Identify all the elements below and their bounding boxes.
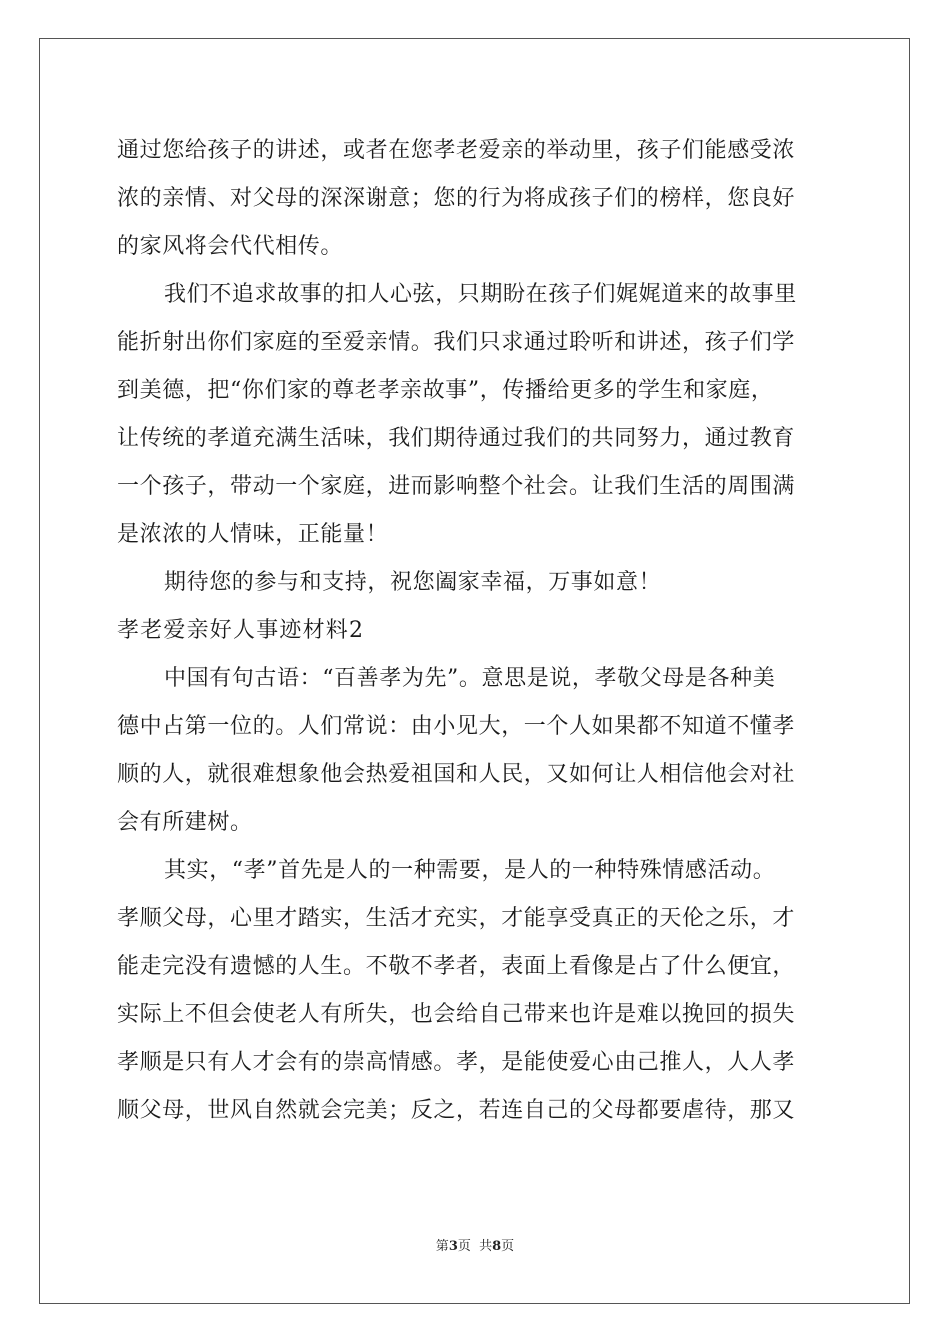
text-line: 顺的人，就很难想象他会热爱祖国和人民，又如何让人相信他会对社 [117, 762, 796, 787]
text-line: 让传统的孝道充满生活味，我们期待通过我们的共同努力，通过教育 [117, 426, 796, 451]
text-line: 顺父母，世风自然就会完美；反之，若连自己的父母都要虐待，那又 [117, 1098, 796, 1123]
text-line: 能折射出你们家庭的至爱亲情。我们只求通过聆听和讲述，孩子们学 [117, 330, 796, 355]
text-line: 的家风将会代代相传。 [117, 234, 344, 259]
text-line: 到美德，把“你们家的尊老孝亲故事”，传播给更多的学生和家庭， [117, 378, 774, 403]
text-line: 一个孩子，带动一个家庭，进而影响整个社会。让我们生活的周围满 [117, 474, 796, 499]
current-page-number: 3 [448, 1239, 458, 1254]
text-line: 是浓浓的人情味，正能量！ [117, 522, 389, 547]
text-line: 实际上不但会使老人有所失，也会给自己带来也许是难以挽回的损失 [117, 1002, 796, 1027]
text-line: 中国有句古语：“百善孝为先”。意思是说，孝敬父母是各种美 [164, 666, 776, 691]
text-line: 期待您的参与和支持，祝您阖家幸福，万事如意！ [164, 570, 662, 595]
page-middle: 页 共 [457, 1239, 493, 1254]
page-suffix: 页 [501, 1239, 515, 1254]
text-line: 会有所建树。 [117, 810, 253, 835]
text-line: 德中占第一位的。人们常说：由小见大，一个人如果都不知道不懂孝 [117, 714, 796, 739]
text-line: 孝顺是只有人才会有的崇高情感。孝，是能使爱心由己推人，人人孝 [117, 1050, 796, 1075]
text-line: 我们不追求故事的扣人心弦，只期盼在孩子们娓娓道来的故事里 [164, 282, 797, 307]
section-heading: 孝老爱亲好人事迹材料2 [117, 618, 365, 643]
total-page-number: 8 [492, 1239, 502, 1254]
text-line: 能走完没有遗憾的人生。不敬不孝者，表面上看像是占了什么便宜， [117, 954, 796, 979]
text-line: 浓的亲情、对父母的深深谢意；您的行为将成孩子们的榜样，您良好 [117, 186, 796, 211]
document-body [117, 127, 835, 1135]
text-line: 其实，“孝”首先是人的一种需要，是人的一种特殊情感活动。 [164, 858, 776, 883]
text-line: 孝顺父母，心里才踏实，生活才充实，才能享受真正的天伦之乐，才 [117, 906, 796, 931]
page-footer [0, 1237, 950, 1257]
text-line: 通过您给孩子的讲述，或者在您孝老爱亲的举动里，孩子们能感受浓 [117, 138, 796, 163]
page-prefix: 第 [435, 1239, 449, 1254]
